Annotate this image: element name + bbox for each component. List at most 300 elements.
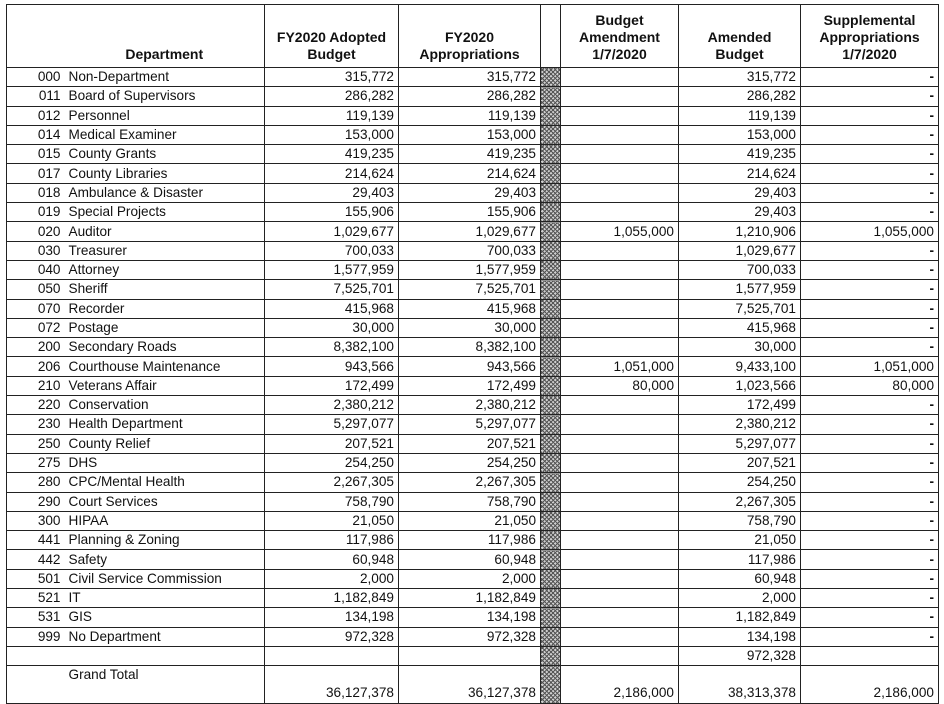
total-supplemental: 2,186,000	[801, 666, 939, 704]
budget-amendment-cell	[561, 396, 679, 415]
amended-budget-cell: 315,772	[679, 68, 801, 87]
dept-name: Health Department	[65, 415, 265, 434]
dept-code: 011	[7, 87, 65, 106]
hatched-separator-cell	[541, 646, 561, 665]
hatched-separator-cell	[541, 145, 561, 164]
supplemental-cell: -	[801, 434, 939, 453]
appropriations-cell: 1,182,849	[399, 589, 541, 608]
adopted-budget-cell: 207,521	[265, 434, 399, 453]
dept-name: GIS	[65, 608, 265, 627]
header-code	[7, 5, 65, 68]
supplemental-cell: -	[801, 531, 939, 550]
dept-name: Special Projects	[65, 203, 265, 222]
adopted-budget-cell: 2,000	[265, 569, 399, 588]
supplemental-cell: -	[801, 608, 939, 627]
budget-amendment-cell	[561, 550, 679, 569]
dept-code: 220	[7, 396, 65, 415]
table-row	[7, 241, 939, 260]
dept-name: Medical Examiner	[65, 125, 265, 144]
amended-budget-cell: 254,250	[679, 473, 801, 492]
table-row	[7, 260, 939, 279]
table-row	[7, 434, 939, 453]
amended-budget-cell: 419,235	[679, 145, 801, 164]
supplemental-cell: -	[801, 260, 939, 279]
adopted-budget-cell: 1,577,959	[265, 260, 399, 279]
supplemental-cell: -	[801, 627, 939, 646]
amended-budget-cell: 29,403	[679, 183, 801, 202]
dept-name: IT	[65, 589, 265, 608]
budget-amendment-cell	[561, 531, 679, 550]
dept-code: 072	[7, 318, 65, 337]
supplemental-cell: -	[801, 183, 939, 202]
table-row	[7, 203, 939, 222]
supplemental-cell: -	[801, 396, 939, 415]
dept-code: 250	[7, 434, 65, 453]
dept-code: 290	[7, 492, 65, 511]
appropriations-cell: 155,906	[399, 203, 541, 222]
hatched-separator-cell	[541, 569, 561, 588]
adopted-budget-cell: 758,790	[265, 492, 399, 511]
dept-name: County Libraries	[65, 164, 265, 183]
table-row	[7, 453, 939, 472]
department-rows	[7, 68, 939, 666]
header-amended: Amended Budget	[679, 5, 801, 68]
dept-code	[7, 646, 65, 665]
budget-amendment-cell	[561, 646, 679, 665]
adopted-budget-cell: 134,198	[265, 608, 399, 627]
amended-budget-cell: 7,525,701	[679, 299, 801, 318]
supplemental-cell: -	[801, 473, 939, 492]
budget-amendment-cell	[561, 318, 679, 337]
hatched-separator-column	[541, 5, 561, 68]
budget-sheet	[6, 4, 940, 701]
adopted-budget-cell: 943,566	[265, 357, 399, 376]
amended-budget-cell: 758,790	[679, 511, 801, 530]
table-row	[7, 473, 939, 492]
supplemental-cell	[801, 646, 939, 665]
adopted-budget-cell: 117,986	[265, 531, 399, 550]
amended-budget-cell: 134,198	[679, 627, 801, 646]
table-row	[7, 87, 939, 106]
table-row	[7, 589, 939, 608]
supplemental-cell: -	[801, 299, 939, 318]
supplemental-cell: -	[801, 415, 939, 434]
hatched-separator-cell	[541, 241, 561, 260]
appropriations-cell: 207,521	[399, 434, 541, 453]
table-row	[7, 492, 939, 511]
adopted-budget-cell: 2,380,212	[265, 396, 399, 415]
supplemental-cell: -	[801, 492, 939, 511]
supplemental-cell: -	[801, 569, 939, 588]
amended-budget-cell: 972,328	[679, 646, 801, 665]
amended-budget-cell: 172,499	[679, 396, 801, 415]
budget-amendment-cell	[561, 87, 679, 106]
header-appropriations: FY2020 Appropriations	[399, 5, 541, 68]
amended-budget-cell: 1,029,677	[679, 241, 801, 260]
table-row	[7, 357, 939, 376]
hatched-separator-cell	[541, 376, 561, 395]
amended-budget-cell: 60,948	[679, 569, 801, 588]
hatched-separator-cell	[541, 299, 561, 318]
dept-code: 070	[7, 299, 65, 318]
adopted-budget-cell: 5,297,077	[265, 415, 399, 434]
amended-budget-cell: 29,403	[679, 203, 801, 222]
supplemental-cell: 80,000	[801, 376, 939, 395]
amended-budget-cell: 2,267,305	[679, 492, 801, 511]
budget-amendment-cell	[561, 627, 679, 646]
dept-code: 030	[7, 241, 65, 260]
appropriations-cell: 1,029,677	[399, 222, 541, 241]
total-appropriations: 36,127,378	[399, 666, 541, 704]
hatched-separator-cell	[541, 183, 561, 202]
total-adopted: 36,127,378	[265, 666, 399, 704]
supplemental-cell: -	[801, 145, 939, 164]
appropriations-cell: 21,050	[399, 511, 541, 530]
table-row	[7, 125, 939, 144]
hatched-separator-cell	[541, 68, 561, 87]
hatched-separator-cell	[541, 473, 561, 492]
supplemental-cell: -	[801, 550, 939, 569]
dept-code: 014	[7, 125, 65, 144]
header-row	[7, 5, 939, 68]
appropriations-cell: 972,328	[399, 627, 541, 646]
appropriations-cell: 1,577,959	[399, 260, 541, 279]
appropriations-cell: 60,948	[399, 550, 541, 569]
adopted-budget-cell: 153,000	[265, 125, 399, 144]
budget-amendment-cell: 1,055,000	[561, 222, 679, 241]
amended-budget-cell: 1,577,959	[679, 280, 801, 299]
budget-amendment-cell	[561, 145, 679, 164]
amended-budget-cell: 1,023,566	[679, 376, 801, 395]
appropriations-cell: 117,986	[399, 531, 541, 550]
dept-name: Planning & Zoning	[65, 531, 265, 550]
supplemental-cell: -	[801, 164, 939, 183]
dept-code: 012	[7, 106, 65, 125]
adopted-budget-cell	[265, 646, 399, 665]
hatched-separator-cell	[541, 106, 561, 125]
dept-code: 280	[7, 473, 65, 492]
adopted-budget-cell: 315,772	[265, 68, 399, 87]
amended-budget-cell: 21,050	[679, 531, 801, 550]
supplemental-cell: -	[801, 68, 939, 87]
dept-code: 300	[7, 511, 65, 530]
dept-code: 206	[7, 357, 65, 376]
table-row	[7, 222, 939, 241]
dept-code: 015	[7, 145, 65, 164]
appropriations-cell: 315,772	[399, 68, 541, 87]
hatched-separator-cell	[541, 608, 561, 627]
table-row	[7, 299, 939, 318]
hatched-separator-cell	[541, 511, 561, 530]
budget-amendment-cell	[561, 280, 679, 299]
dept-name: Ambulance & Disaster	[65, 183, 265, 202]
hatched-separator-cell	[541, 280, 561, 299]
adopted-budget-cell: 8,382,100	[265, 338, 399, 357]
adopted-budget-cell: 30,000	[265, 318, 399, 337]
dept-code: 521	[7, 589, 65, 608]
supplemental-cell: -	[801, 338, 939, 357]
budget-amendment-cell	[561, 299, 679, 318]
budget-amendment-cell	[561, 241, 679, 260]
dept-name: Conservation	[65, 396, 265, 415]
amended-budget-cell: 286,282	[679, 87, 801, 106]
amended-budget-cell: 153,000	[679, 125, 801, 144]
appropriations-cell: 758,790	[399, 492, 541, 511]
appropriations-cell: 419,235	[399, 145, 541, 164]
budget-amendment-cell	[561, 569, 679, 588]
hatched-separator-cell	[541, 415, 561, 434]
table-row	[7, 627, 939, 646]
appropriations-cell: 286,282	[399, 87, 541, 106]
hatched-separator-cell	[541, 318, 561, 337]
grand-total-row	[7, 666, 939, 704]
dept-code: 531	[7, 608, 65, 627]
table-row	[7, 569, 939, 588]
hatched-separator-cell	[541, 357, 561, 376]
dept-code: 019	[7, 203, 65, 222]
appropriations-cell: 2,267,305	[399, 473, 541, 492]
hatched-separator-cell	[541, 125, 561, 144]
dept-code: 999	[7, 627, 65, 646]
table-row	[7, 376, 939, 395]
dept-name: CPC/Mental Health	[65, 473, 265, 492]
amended-budget-cell: 5,297,077	[679, 434, 801, 453]
dept-code: 275	[7, 453, 65, 472]
budget-amendment-cell	[561, 338, 679, 357]
appropriations-cell: 214,624	[399, 164, 541, 183]
hatched-separator-cell	[541, 164, 561, 183]
dept-name: Recorder	[65, 299, 265, 318]
budget-amendment-cell	[561, 106, 679, 125]
budget-amendment-cell	[561, 473, 679, 492]
supplemental-cell: -	[801, 125, 939, 144]
dept-code: 501	[7, 569, 65, 588]
appropriations-cell: 30,000	[399, 318, 541, 337]
dept-code: 050	[7, 280, 65, 299]
dept-name: Civil Service Commission	[65, 569, 265, 588]
dept-code: 017	[7, 164, 65, 183]
amended-budget-cell: 2,000	[679, 589, 801, 608]
amended-budget-cell: 700,033	[679, 260, 801, 279]
budget-amendment-cell	[561, 164, 679, 183]
amended-budget-cell: 2,380,212	[679, 415, 801, 434]
appropriations-cell: 415,968	[399, 299, 541, 318]
dept-code: 000	[7, 68, 65, 87]
table-row	[7, 531, 939, 550]
adopted-budget-cell: 119,139	[265, 106, 399, 125]
supplemental-cell: -	[801, 318, 939, 337]
total-amendment: 2,186,000	[561, 666, 679, 704]
budget-amendment-cell	[561, 125, 679, 144]
budget-amendment-cell	[561, 608, 679, 627]
dept-name: Court Services	[65, 492, 265, 511]
table-row	[7, 396, 939, 415]
dept-name: Courthouse Maintenance	[65, 357, 265, 376]
table-row	[7, 164, 939, 183]
table-row	[7, 68, 939, 87]
hatched-separator-cell	[541, 627, 561, 646]
adopted-budget-cell: 419,235	[265, 145, 399, 164]
supplemental-cell: -	[801, 589, 939, 608]
total-label: Grand Total	[65, 666, 265, 704]
budget-amendment-cell	[561, 511, 679, 530]
supplemental-cell: -	[801, 203, 939, 222]
appropriations-cell: 254,250	[399, 453, 541, 472]
dept-name: Sheriff	[65, 280, 265, 299]
amended-budget-cell: 207,521	[679, 453, 801, 472]
budget-amendment-cell	[561, 415, 679, 434]
hatched-separator-cell	[541, 396, 561, 415]
budget-amendment-cell	[561, 434, 679, 453]
table-row	[7, 106, 939, 125]
amended-budget-cell: 117,986	[679, 550, 801, 569]
amended-budget-cell: 9,433,100	[679, 357, 801, 376]
dept-code: 018	[7, 183, 65, 202]
appropriations-cell: 8,382,100	[399, 338, 541, 357]
supplemental-cell: -	[801, 453, 939, 472]
adopted-budget-cell: 214,624	[265, 164, 399, 183]
table-row	[7, 145, 939, 164]
adopted-budget-cell: 972,328	[265, 627, 399, 646]
supplemental-cell: -	[801, 87, 939, 106]
dept-name: Veterans Affair	[65, 376, 265, 395]
table-row	[7, 646, 939, 665]
adopted-budget-cell: 172,499	[265, 376, 399, 395]
header-amendment: Budget Amendment 1/7/2020	[561, 5, 679, 68]
adopted-budget-cell: 415,968	[265, 299, 399, 318]
hatched-separator-cell	[541, 203, 561, 222]
dept-name: Auditor	[65, 222, 265, 241]
dept-name: County Relief	[65, 434, 265, 453]
appropriations-cell	[399, 646, 541, 665]
dept-name: Non-Department	[65, 68, 265, 87]
dept-name: HIPAA	[65, 511, 265, 530]
adopted-budget-cell: 7,525,701	[265, 280, 399, 299]
dept-code: 441	[7, 531, 65, 550]
dept-name: DHS	[65, 453, 265, 472]
hatched-separator-cell	[541, 222, 561, 241]
hatched-separator-cell	[541, 666, 561, 704]
dept-name: Secondary Roads	[65, 338, 265, 357]
adopted-budget-cell: 29,403	[265, 183, 399, 202]
budget-amendment-cell	[561, 260, 679, 279]
hatched-separator-cell	[541, 589, 561, 608]
appropriations-cell: 700,033	[399, 241, 541, 260]
dept-code: 442	[7, 550, 65, 569]
amended-budget-cell: 214,624	[679, 164, 801, 183]
header-adopted: FY2020 Adopted Budget	[265, 5, 399, 68]
budget-amendment-cell: 1,051,000	[561, 357, 679, 376]
hatched-separator-cell	[541, 453, 561, 472]
dept-name: Personnel	[65, 106, 265, 125]
dept-name	[65, 646, 265, 665]
table-row	[7, 550, 939, 569]
dept-code: 020	[7, 222, 65, 241]
appropriations-cell: 134,198	[399, 608, 541, 627]
supplemental-cell: 1,055,000	[801, 222, 939, 241]
supplemental-cell: -	[801, 106, 939, 125]
appropriations-cell: 943,566	[399, 357, 541, 376]
budget-amendment-cell	[561, 589, 679, 608]
dept-name: No Department	[65, 627, 265, 646]
amended-budget-cell: 30,000	[679, 338, 801, 357]
appropriations-cell: 153,000	[399, 125, 541, 144]
table-row	[7, 183, 939, 202]
hatched-separator-cell	[541, 260, 561, 279]
adopted-budget-cell: 60,948	[265, 550, 399, 569]
adopted-budget-cell: 1,182,849	[265, 589, 399, 608]
supplemental-cell: 1,051,000	[801, 357, 939, 376]
dept-code: 200	[7, 338, 65, 357]
supplemental-cell: -	[801, 280, 939, 299]
adopted-budget-cell: 700,033	[265, 241, 399, 260]
dept-name: County Grants	[65, 145, 265, 164]
appropriations-cell: 5,297,077	[399, 415, 541, 434]
budget-amendment-cell	[561, 453, 679, 472]
dept-name: Treasurer	[65, 241, 265, 260]
dept-name: Board of Supervisors	[65, 87, 265, 106]
dept-name: Safety	[65, 550, 265, 569]
dept-code: 210	[7, 376, 65, 395]
budget-table	[6, 4, 939, 704]
adopted-budget-cell: 1,029,677	[265, 222, 399, 241]
dept-name: Attorney	[65, 260, 265, 279]
dept-code: 230	[7, 415, 65, 434]
hatched-separator-cell	[541, 492, 561, 511]
dept-code: 040	[7, 260, 65, 279]
hatched-separator-cell	[541, 550, 561, 569]
hatched-separator-cell	[541, 87, 561, 106]
dept-name: Postage	[65, 318, 265, 337]
total-amended: 38,313,378	[679, 666, 801, 704]
appropriations-cell: 2,380,212	[399, 396, 541, 415]
amended-budget-cell: 1,182,849	[679, 608, 801, 627]
table-row	[7, 608, 939, 627]
appropriations-cell: 2,000	[399, 569, 541, 588]
amended-budget-cell: 1,210,906	[679, 222, 801, 241]
appropriations-cell: 29,403	[399, 183, 541, 202]
table-row	[7, 415, 939, 434]
budget-amendment-cell	[561, 68, 679, 87]
total-code	[7, 666, 65, 704]
supplemental-cell: -	[801, 241, 939, 260]
amended-budget-cell: 119,139	[679, 106, 801, 125]
budget-amendment-cell	[561, 203, 679, 222]
table-row	[7, 511, 939, 530]
supplemental-cell: -	[801, 511, 939, 530]
appropriations-cell: 7,525,701	[399, 280, 541, 299]
header-department: Department	[65, 5, 265, 68]
hatched-separator-cell	[541, 434, 561, 453]
adopted-budget-cell: 155,906	[265, 203, 399, 222]
adopted-budget-cell: 2,267,305	[265, 473, 399, 492]
amended-budget-cell: 415,968	[679, 318, 801, 337]
appropriations-cell: 172,499	[399, 376, 541, 395]
hatched-separator-cell	[541, 531, 561, 550]
budget-amendment-cell	[561, 492, 679, 511]
table-row	[7, 280, 939, 299]
hatched-separator-cell	[541, 338, 561, 357]
budget-amendment-cell	[561, 183, 679, 202]
adopted-budget-cell: 254,250	[265, 453, 399, 472]
budget-amendment-cell: 80,000	[561, 376, 679, 395]
table-row	[7, 338, 939, 357]
header-supplemental: Supplemental Appropriations 1/7/2020	[801, 5, 939, 68]
table-row	[7, 318, 939, 337]
appropriations-cell: 119,139	[399, 106, 541, 125]
adopted-budget-cell: 21,050	[265, 511, 399, 530]
adopted-budget-cell: 286,282	[265, 87, 399, 106]
